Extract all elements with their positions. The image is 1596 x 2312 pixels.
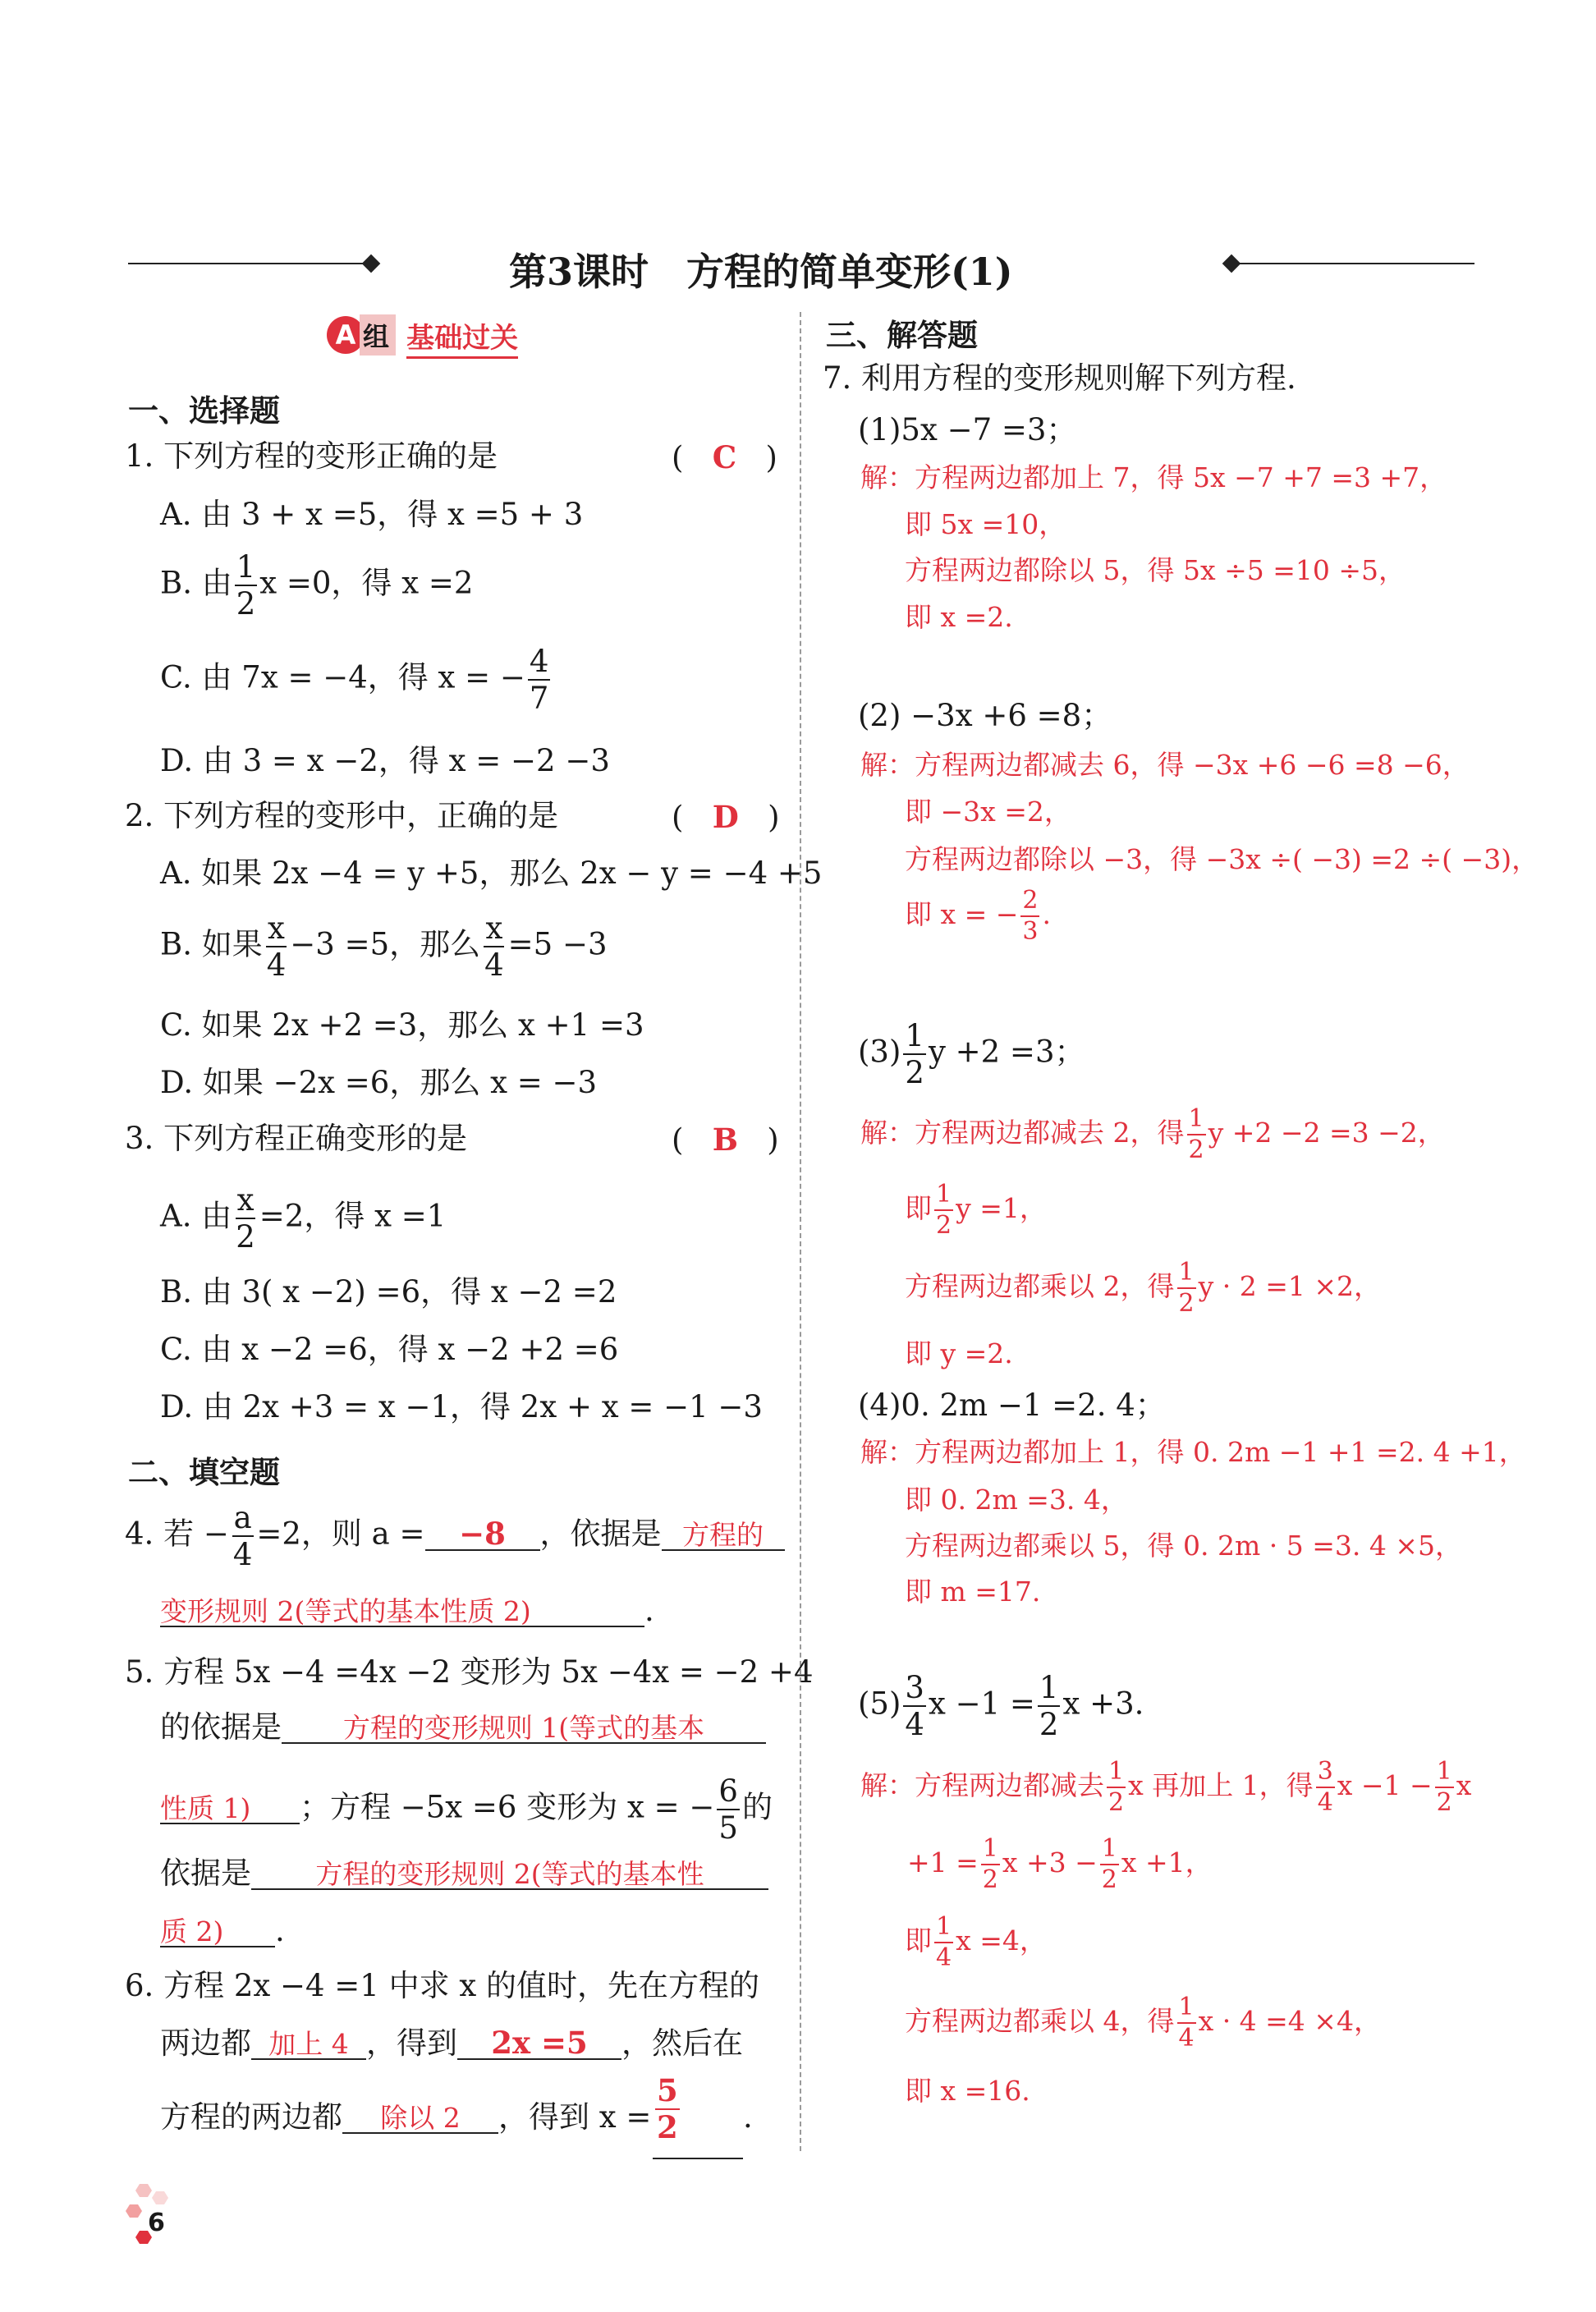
q7-p5-equation [858, 1672, 1144, 1740]
q7-p5-s2-fraction-1 [981, 1834, 1000, 1894]
q4-fraction [232, 1502, 255, 1570]
q3-a-fraction [234, 1182, 257, 1255]
q6-blank-3 [342, 2102, 498, 2134]
q1-option-a: A. 由 3 + x =5，得 x =5 + 3 [160, 497, 584, 532]
q1-answer: C [712, 439, 737, 475]
q5-mid3: ；方程 −5x =6 变形为 x = − [300, 1789, 715, 1825]
q5-pre2: 的依据是 [160, 1709, 282, 1745]
q7-p5-s4-fraction [1177, 1995, 1196, 2051]
q5-fraction [717, 1773, 740, 1846]
q5-blank-1b [160, 1792, 300, 1824]
q5-line4 [160, 1858, 768, 1890]
q2-answer-box: ( D ) [672, 799, 780, 835]
q2-answer: D [712, 799, 739, 835]
q4-mid2: ，依据是 [539, 1516, 662, 1552]
q3-option-c: C. 由 x −2 =6，得 x −2 +2 =6 [160, 1332, 619, 1367]
column-divider [800, 312, 801, 2151]
q7-p5-step3 [905, 1912, 1047, 1972]
q2-b-post: =5 −3 [507, 926, 608, 962]
q7-p5-s2-post: x +1， [1121, 1846, 1213, 1878]
q6-answer-4 [653, 2072, 682, 2145]
q5-line5 [160, 1915, 285, 1947]
q7-p5-eq-d1: 4 [905, 1707, 924, 1742]
q7-p3-eq-den: 2 [905, 1055, 924, 1090]
q7-p3-eq-pre: (3) [858, 1034, 901, 1070]
q7-p3-s1-post: y +2 −2 =3 −2， [1208, 1117, 1445, 1149]
q6-answer-3: 除以 2 [380, 2102, 461, 2134]
q7-p1-equation: (1)5x −7 =3； [858, 412, 1077, 447]
q5-answer-1b: 性质 1) [160, 1791, 251, 1824]
q5-answer-2a: 方程的变形规则 2(等式的基本性 [315, 1858, 704, 1890]
q5-den: 5 [718, 1810, 738, 1846]
q1-c-num: 4 [529, 644, 549, 679]
q7-p5-s1-n1: 1 [1107, 1759, 1126, 1788]
q7-p5-s2-d2: 2 [1101, 1865, 1117, 1894]
q2-option-c: C. 如果 2x +2 =3，那么 x +1 =3 [160, 1007, 644, 1043]
q7-p5-s1-n3: 1 [1435, 1759, 1454, 1788]
q7-p5-step5: 即 x =16. [905, 2075, 1030, 2107]
q7-p3-s1-den: 2 [1188, 1135, 1204, 1164]
q7-p3-s2-den: 2 [936, 1211, 952, 1240]
q7-p2-s4-pre: 即 x = − [905, 898, 1019, 930]
q3-a-pre: A. 由 [160, 1198, 232, 1234]
q7-p5-s2-pre: +1 = [907, 1846, 979, 1878]
q7-p4-step2: 即 0. 2m =3. 4， [905, 1484, 1128, 1516]
q7-p5-eq-post: x +3. [1062, 1686, 1144, 1722]
q7-p5-step2 [907, 1834, 1213, 1894]
q7-p5-eq-fraction-1 [903, 1672, 926, 1740]
q7-p5-s3-den: 4 [936, 1943, 952, 1972]
q4-blank-2b [160, 1595, 644, 1627]
q7-p5-s3-fraction [934, 1912, 953, 1972]
q1-option-d: D. 由 3 = x −2，得 x = −2 −3 [160, 743, 610, 778]
q5-end: . [275, 1913, 285, 1948]
q7-p3-s2-fraction [934, 1182, 953, 1238]
q1-option-c [160, 644, 553, 716]
q7-p2-s4-fraction [1020, 888, 1039, 944]
q7-p3-eq-num: 1 [905, 1018, 924, 1053]
q7-p1-step1: 解：方程两边都加上 7，得 5x −7 +7 =3 +7， [860, 461, 1447, 493]
q7-p4-equation: (4)0. 2m −1 =2. 4； [858, 1388, 1166, 1423]
q5-answer-1a: 方程的变形规则 1(等式的基本 [342, 1712, 705, 1744]
q7-p5-s1-pre: 解：方程两边都减去 [860, 1769, 1104, 1801]
q6-mid3: ，得到 x = [498, 2099, 652, 2135]
q4-line1 [125, 1502, 785, 1570]
q1-b-pre: B. 由 [160, 565, 232, 601]
q5-line1: 5. 方程 5x −4 =4x −2 变形为 5x −4x = −2 +4 [125, 1654, 814, 1690]
q6-answer-fraction [655, 2072, 680, 2145]
q4-line2 [160, 1595, 654, 1627]
q7-p3-eq-fraction [903, 1018, 926, 1090]
q1-c-fraction [528, 644, 551, 716]
q2-stem: 2. 下列方程的变形中，正确的是 [125, 798, 559, 833]
title-diamond-left [362, 255, 381, 273]
q6-ans4-den: 2 [657, 2109, 678, 2145]
q7-p5-s1-fraction-2 [1316, 1759, 1335, 1815]
q6-line1: 6. 方程 2x −4 =1 中求 x 的值时，先在方程的 [125, 1968, 759, 2003]
q7-p5-step1 [860, 1759, 1471, 1815]
q7-p5-eq-n2: 1 [1039, 1670, 1059, 1705]
q7-p5-s1-mid: x 再加上 1，得 [1128, 1769, 1314, 1801]
q7-p5-s2-n2: 1 [1100, 1837, 1119, 1865]
q7-p2-step1: 解：方程两边都减去 6，得 −3x +6 −6 =8 −6， [860, 749, 1470, 781]
q7-p2-step2: 即 −3x =2， [905, 796, 1071, 828]
q7-stem: 7. 利用方程的变形规则解下列方程. [823, 360, 1296, 396]
q7-p5-eq-mid: x −1 = [928, 1686, 1035, 1722]
q7-p3-equation [858, 1018, 1085, 1090]
q2-b-den1: 4 [266, 947, 287, 983]
q5-line3 [160, 1773, 773, 1846]
q2-b-mid: −3 =5，那么 [290, 926, 481, 962]
q1-b-num: 1 [236, 549, 256, 585]
q7-p5-step4 [905, 1995, 1381, 2051]
q7-p3-s1-num: 1 [1187, 1107, 1206, 1135]
q7-p5-eq-n1: 3 [905, 1670, 924, 1705]
title-rule-right [1231, 263, 1474, 264]
q7-p3-s3-pre: 方程两边都乘以 2，得 [905, 1270, 1175, 1302]
q4-pre: 4. 若 − [125, 1516, 229, 1552]
q2-b-pre: B. 如果 [160, 926, 263, 962]
group-badge [327, 314, 518, 356]
q7-p1-step2: 即 5x =10， [905, 508, 1066, 540]
q4-end: . [644, 1593, 654, 1628]
q3-option-b: B. 由 3( x −2) =6，得 x −2 =2 [160, 1274, 617, 1310]
q6-line3 [160, 2099, 652, 2135]
q3-a-post: =2，得 x =1 [259, 1198, 447, 1234]
q4-answer-2a: 方程的 [682, 1518, 764, 1551]
badge-letter: A [335, 319, 356, 351]
q4-answer-2b: 变形规则 2(等式的基本性质 2) [160, 1595, 531, 1627]
page-number: 6 [148, 2209, 165, 2237]
q6-answer-2: 2x =5 [491, 2025, 588, 2061]
q7-p3-s1-fraction [1187, 1104, 1206, 1164]
q2-b-fraction-1 [265, 911, 288, 983]
q1-option-b [160, 549, 474, 622]
q5-answer-2b: 质 2) [160, 1915, 224, 1947]
q7-p5-s3-num: 1 [934, 1915, 953, 1943]
q7-p5-s2-n1: 1 [981, 1837, 1000, 1865]
q5-post3: 的 [741, 1789, 773, 1825]
badge-label: 基础过关 [406, 322, 518, 359]
q7-p5-s4-pre: 方程两边都乘以 4，得 [905, 2005, 1175, 2037]
q7-p5-s1-post: x [1456, 1769, 1472, 1801]
q7-p5-eq-d2: 2 [1039, 1707, 1059, 1742]
q7-p5-s4-den: 4 [1178, 2024, 1195, 2053]
q7-p3-s2-post: y =1， [956, 1192, 1047, 1224]
q7-p5-s1-fraction-3 [1435, 1759, 1454, 1815]
q7-p5-s1-n2: 3 [1316, 1759, 1335, 1788]
q7-p4-step4: 即 m =17. [905, 1576, 1041, 1608]
q7-p2-s4-den: 3 [1022, 917, 1039, 946]
q7-p4-step1: 解：方程两边都加上 1，得 0. 2m −1 +1 =2. 4 +1， [860, 1436, 1526, 1468]
q6-mid2: ，得到 [366, 2025, 457, 2061]
q7-p3-s1-pre: 解：方程两边都减去 2，得 [860, 1117, 1185, 1149]
q7-p3-s3-den: 2 [1178, 1289, 1195, 1318]
q5-blank-1a [282, 1712, 766, 1744]
q2-b-num2: x [485, 911, 503, 946]
q6-blank-2 [457, 2025, 621, 2061]
q5-pre4: 依据是 [160, 1856, 251, 1891]
q3-answer-box: ( B ) [672, 1122, 779, 1158]
q2-b-num1: x [268, 911, 285, 946]
q4-answer-1: −8 [459, 1515, 506, 1552]
q6-post2: ，然后在 [621, 2025, 743, 2061]
q7-p5-s1-fraction-1 [1107, 1759, 1126, 1815]
q1-c-pre: C. 由 7x = −4，得 x = − [160, 659, 525, 695]
q5-blank-2a [251, 1858, 768, 1890]
q6-pre2: 两边都 [160, 2025, 251, 2061]
q7-p3-step1 [860, 1104, 1445, 1164]
page-title: 第3课时 方程的简单变形(1) [509, 250, 1013, 294]
q1-b-den: 2 [236, 586, 256, 622]
q7-p3-s3-num: 1 [1177, 1260, 1196, 1289]
q7-p3-eq-post: y +2 =3； [928, 1034, 1085, 1070]
q7-p2-step4 [905, 888, 1051, 944]
q4-blank-2a [662, 1519, 785, 1551]
q6-blank-1 [251, 2028, 366, 2060]
q4-blank-1 [425, 1515, 540, 1552]
q7-p3-step2 [905, 1182, 1047, 1238]
q7-p2-equation: (2) −3x +6 =8； [858, 698, 1112, 733]
q6-ans4-num: 5 [657, 2072, 678, 2108]
q7-p5-s4-num: 1 [1177, 1995, 1196, 2024]
q3-answer: B [712, 1122, 738, 1158]
q7-p5-s4-post: x · 4 =4 ×4， [1198, 2005, 1381, 2037]
q5-num: 6 [718, 1773, 738, 1809]
q7-p5-eq-fraction-2 [1038, 1672, 1061, 1740]
q3-option-d: D. 由 2x +3 = x −1，得 2x + x = −1 −3 [160, 1389, 763, 1424]
q7-p4-step3: 方程两边都乘以 5，得 0. 2m · 5 =3. 4 ×5， [905, 1530, 1462, 1562]
q7-p5-s1-mid2: x −1 − [1337, 1769, 1433, 1801]
q7-p5-s2-mid: x +3 − [1002, 1846, 1098, 1878]
q7-p5-s3-post: x =4， [956, 1924, 1047, 1956]
q6-answer-1: 加上 4 [268, 2028, 349, 2060]
q1-stem: 1. 下列方程的变形正确的是 [125, 438, 498, 474]
section-solve: 三、解答题 [826, 318, 978, 353]
q2-b-fraction-2 [483, 911, 506, 983]
q2-option-d: D. 如果 −2x =6，那么 x = −3 [160, 1065, 598, 1100]
q4-den: 4 [232, 1537, 253, 1572]
badge-group: 组 [360, 314, 396, 356]
q3-a-den: 2 [236, 1219, 255, 1255]
q7-p3-step4: 即 y =2. [905, 1337, 1013, 1369]
q7-p5-s1-d3: 2 [1436, 1788, 1452, 1817]
q4-mid: =2，则 a = [256, 1516, 425, 1552]
section-choice: 一、选择题 [128, 393, 280, 429]
q1-c-den: 7 [529, 681, 549, 716]
q7-p3-step3 [905, 1260, 1381, 1316]
q7-p1-step4: 即 x =2. [905, 601, 1013, 633]
q6-blank-4 [653, 2158, 743, 2159]
q6-pre3: 方程的两边都 [160, 2099, 342, 2135]
q7-p5-s2-d1: 2 [982, 1865, 998, 1894]
q2-option-b [160, 911, 608, 983]
section-fill: 二、填空题 [128, 1455, 280, 1490]
q7-p3-s3-fraction [1177, 1260, 1196, 1316]
q1-b-fraction [235, 549, 258, 622]
q7-p5-s1-d1: 2 [1108, 1788, 1125, 1817]
q6-end: . [743, 2099, 753, 2135]
q7-p2-s4-num: 2 [1020, 888, 1039, 917]
q7-p5-eq-pre: (5) [858, 1686, 901, 1722]
q3-a-num: x [236, 1182, 255, 1218]
q7-p3-s3-post: y · 2 =1 ×2， [1198, 1270, 1381, 1302]
q7-p5-s1-d2: 4 [1317, 1788, 1333, 1817]
q3-option-a [160, 1182, 447, 1255]
q4-num: a [233, 1500, 252, 1535]
q7-p5-s3-pre: 即 [905, 1924, 932, 1956]
q7-p2-s4-post: . [1042, 898, 1051, 930]
q5-blank-2b [160, 1915, 275, 1947]
q7-p5-s2-fraction-2 [1100, 1834, 1119, 1894]
title-rule-left [128, 263, 374, 264]
q7-p1-step3: 方程两边都除以 5，得 5x ÷5 =10 ÷5， [905, 554, 1406, 586]
q7-p2-step3: 方程两边都除以 −3，得 −3x ÷( −3) =2 ÷( −3)， [905, 843, 1539, 875]
q2-option-a: A. 如果 2x −4 = y +5，那么 2x − y = −4 +5 [160, 856, 823, 891]
q3-stem: 3. 下列方程正确变形的是 [125, 1121, 468, 1156]
q6-line2 [160, 2025, 743, 2061]
q1-answer-box: ( C ) [672, 439, 777, 475]
q7-p3-s2-pre: 即 [905, 1192, 932, 1224]
q2-b-den2: 4 [484, 947, 504, 983]
q5-line2 [160, 1709, 766, 1745]
q7-p3-s2-num: 1 [934, 1182, 953, 1211]
q1-b-post: x =0，得 x =2 [259, 565, 474, 601]
